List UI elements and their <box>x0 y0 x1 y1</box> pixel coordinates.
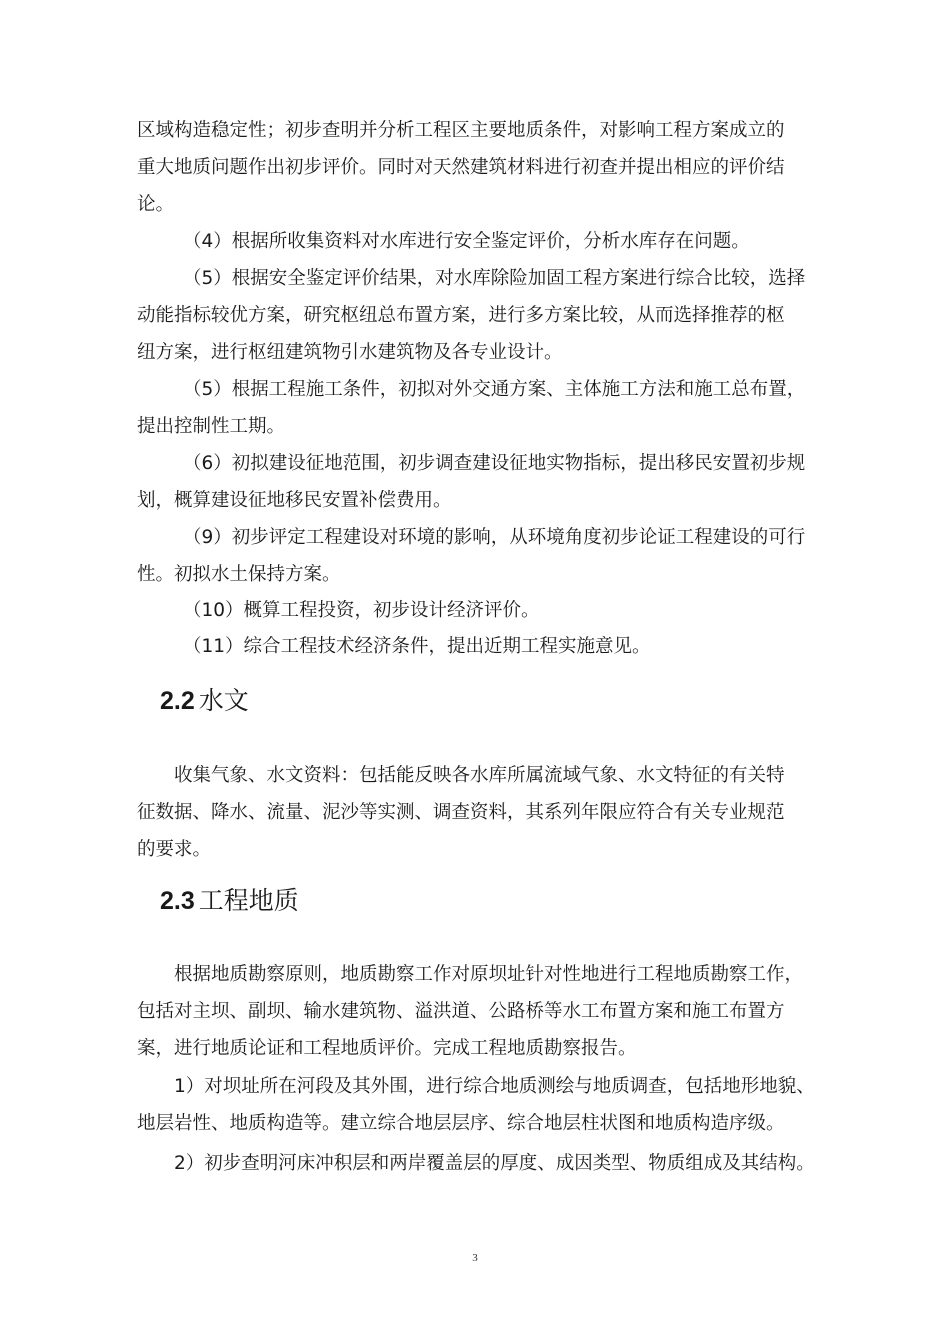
text-line: 收集气象、水文资料：包括能反映各水库所属流域气象、水文特征的有关特 <box>174 765 785 786</box>
item-1 <box>137 1068 827 1142</box>
text-line: 地层岩性、地质构造等。建立综合地层层序、综合地层柱状图和地质构造序级。 <box>137 1113 785 1134</box>
section-heading-hydrology <box>160 684 249 718</box>
section-title: 工程地质 <box>198 886 299 915</box>
text-line: 论。 <box>137 194 175 215</box>
text-line: 2）初步查明河床冲积层和两岸覆盖层的厚度、成因类型、物质组成及其结构。 <box>174 1153 815 1174</box>
text-line: （5）根据安全鉴定评价结果，对水库除险加固工程方案进行综合比较，选择 <box>183 268 806 289</box>
text-line: （11）综合工程技术经济条件，提出近期工程实施意见。 <box>183 636 651 657</box>
page-number: 3 <box>472 1252 478 1264</box>
item-5-scheme <box>137 260 827 371</box>
text-line: 根据地质勘察原则，地质勘察工作对原坝址针对性地进行工程地质勘察工作， <box>174 964 804 985</box>
paragraph-geology <box>137 956 827 1067</box>
text-line: （4）根据所收集资料对水库进行安全鉴定评价，分析水库存在问题。 <box>183 231 750 252</box>
text-line: 重大地质问题作出初步评价。同时对天然建筑材料进行初查并提出相应的评价结 <box>137 157 785 178</box>
text-line: 1）对坝址所在河段及其外围，进行综合地质测绘与地质调查，包括地形地貌、 <box>174 1076 815 1097</box>
text-line: 包括对主坝、副坝、输水建筑物、溢洪道、公路桥等水工布置方案和施工布置方 <box>137 1001 785 1022</box>
paragraph-intro <box>137 112 827 223</box>
item-11 <box>183 628 873 665</box>
item-10 <box>183 592 873 629</box>
text-line: 提出控制性工期。 <box>137 416 286 437</box>
text-line: （5）根据工程施工条件，初拟对外交通方案、主体施工方法和施工总布置， <box>183 379 806 400</box>
text-line: 区域构造稳定性；初步查明并分析工程区主要地质条件，对影响工程方案成立的 <box>137 120 785 141</box>
section-number: 2.3 <box>160 887 195 915</box>
section-title: 水文 <box>198 686 249 715</box>
text-line: 性。初拟水土保持方案。 <box>137 564 341 585</box>
item-2 <box>137 1145 827 1182</box>
section-heading-geology <box>160 884 299 918</box>
section-number: 2.2 <box>160 687 195 715</box>
text-line: 的要求。 <box>137 839 212 860</box>
text-line: 征数据、降水、流量、泥沙等实测、调查资料，其系列年限应符合有关专业规范 <box>137 802 785 823</box>
text-line: 纽方案，进行枢纽建筑物引水建筑物及各专业设计。 <box>137 342 563 363</box>
item-5-construction <box>137 371 827 445</box>
item-9 <box>137 519 827 593</box>
paragraph-hydrology <box>137 757 827 868</box>
text-line: （6）初拟建设征地范围，初步调查建设征地实物指标，提出移民安置初步规 <box>183 453 806 474</box>
text-line: 划，概算建设征地移民安置补偿费用。 <box>137 490 452 511</box>
text-line: （9）初步评定工程建设对环境的影响，从环境角度初步论证工程建设的可行 <box>183 527 806 548</box>
text-line: 动能指标较优方案，研究枢纽总布置方案，进行多方案比较，从而选择推荐的枢 <box>137 305 785 326</box>
item-4 <box>183 223 873 260</box>
text-line: 案，进行地质论证和工程地质评价。完成工程地质勘察报告。 <box>137 1038 637 1059</box>
text-line: （10）概算工程投资，初步设计经济评价。 <box>183 600 540 621</box>
item-6 <box>137 445 827 519</box>
